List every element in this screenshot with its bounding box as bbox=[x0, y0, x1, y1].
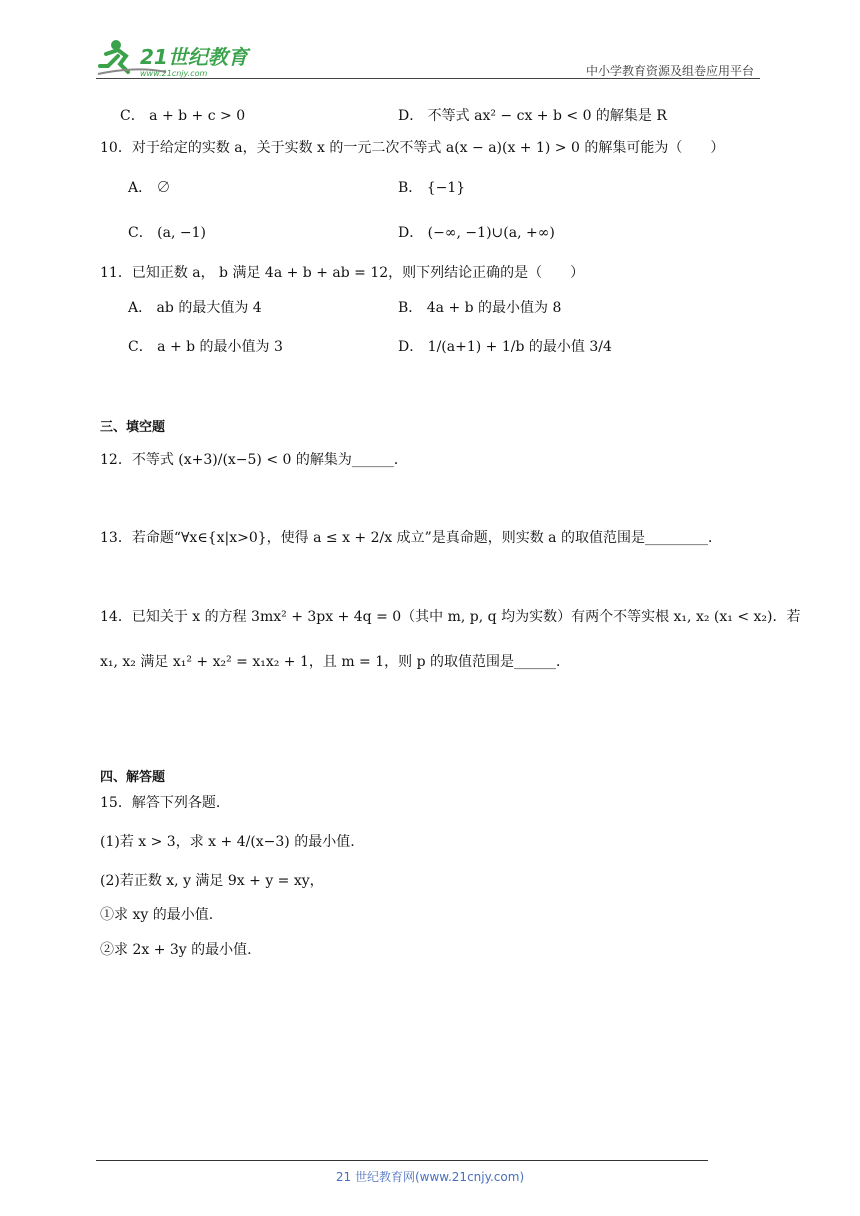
q15-part-2: (2)若正数 x, y 满足 9x + y = xy， bbox=[100, 873, 324, 889]
header-divider bbox=[96, 78, 760, 79]
q9-option-d: D． 不等式 ax² − cx + b < 0 的解集是 R bbox=[398, 108, 667, 124]
q11-option-b: B． 4a + b 的最小值为 8 bbox=[398, 300, 562, 316]
logo-url: www.21cnjy.com bbox=[140, 69, 208, 78]
q14-line-2: x₁, x₂ 满足 x₁² + x₂² = x₁x₂ + 1，且 m = 1，则 p 的取值范围是______． bbox=[100, 654, 570, 670]
q15-part-1: (1)若 x > 3，求 x + 4/(x−3) 的最小值. bbox=[100, 834, 355, 850]
section-fill-in-heading: 三、填空题 bbox=[100, 420, 166, 435]
q12: 12．不等式 (x+3)/(x−5) < 0 的解集为______． bbox=[100, 452, 408, 468]
q10-option-b: B． {−1} bbox=[398, 180, 466, 196]
q15-part-2a: ①求 xy 的最小值. bbox=[100, 907, 214, 923]
runner-logo-icon bbox=[96, 36, 256, 78]
q11-option-a: A． ab 的最大值为 4 bbox=[128, 300, 262, 316]
q15-stem: 15．解答下列各题. bbox=[100, 795, 221, 811]
q14-line-1: 14．已知关于 x 的方程 3mx² + 3px + 4q = 0（其中 m, p, q 均为实数）有两个不等实根 x₁, x₂ (x₁ < x₂)．若 bbox=[100, 609, 801, 625]
q11-option-d: D． 1/(a+1) + 1/b 的最小值 3/4 bbox=[398, 339, 612, 355]
q11-stem: 11．已知正数 a， b 满足 4a + b + ab = 12，则下列结论正确的是（ ） bbox=[100, 265, 585, 281]
header-platform-name: 中小学教育资源及组卷应用平台 bbox=[585, 64, 754, 78]
q10-option-c: C． (a, −1) bbox=[128, 225, 206, 241]
footer-link[interactable]: 21 世纪教育网(www.21cnjy.com) bbox=[335, 1170, 525, 1184]
q10-option-d: D． (−∞, −1)∪(a, +∞) bbox=[398, 225, 555, 241]
q13: 13．若命题“∀x∈{x|x>0}，使得 a ≤ x + 2/x 成立”是真命题，则实数 a 的取值范围是_________． bbox=[100, 530, 722, 546]
q10-stem: 10．对于给定的实数 a，关于实数 x 的一元二次不等式 a(x − a)(x + 1) > 0 的解集可能为（ ） bbox=[100, 140, 725, 156]
section-answer-heading: 四、解答题 bbox=[100, 770, 166, 785]
footer-divider bbox=[96, 1160, 708, 1161]
q10-option-a: A． ∅ bbox=[128, 180, 171, 196]
q15-part-2b: ②求 2x + 3y 的最小值. bbox=[100, 942, 252, 958]
logo-text: 21世纪教育 bbox=[140, 45, 248, 69]
q9-option-c: C． a + b + c > 0 bbox=[120, 108, 246, 124]
q11-option-c: C． a + b 的最小值为 3 bbox=[128, 339, 283, 355]
site-logo bbox=[96, 36, 256, 78]
